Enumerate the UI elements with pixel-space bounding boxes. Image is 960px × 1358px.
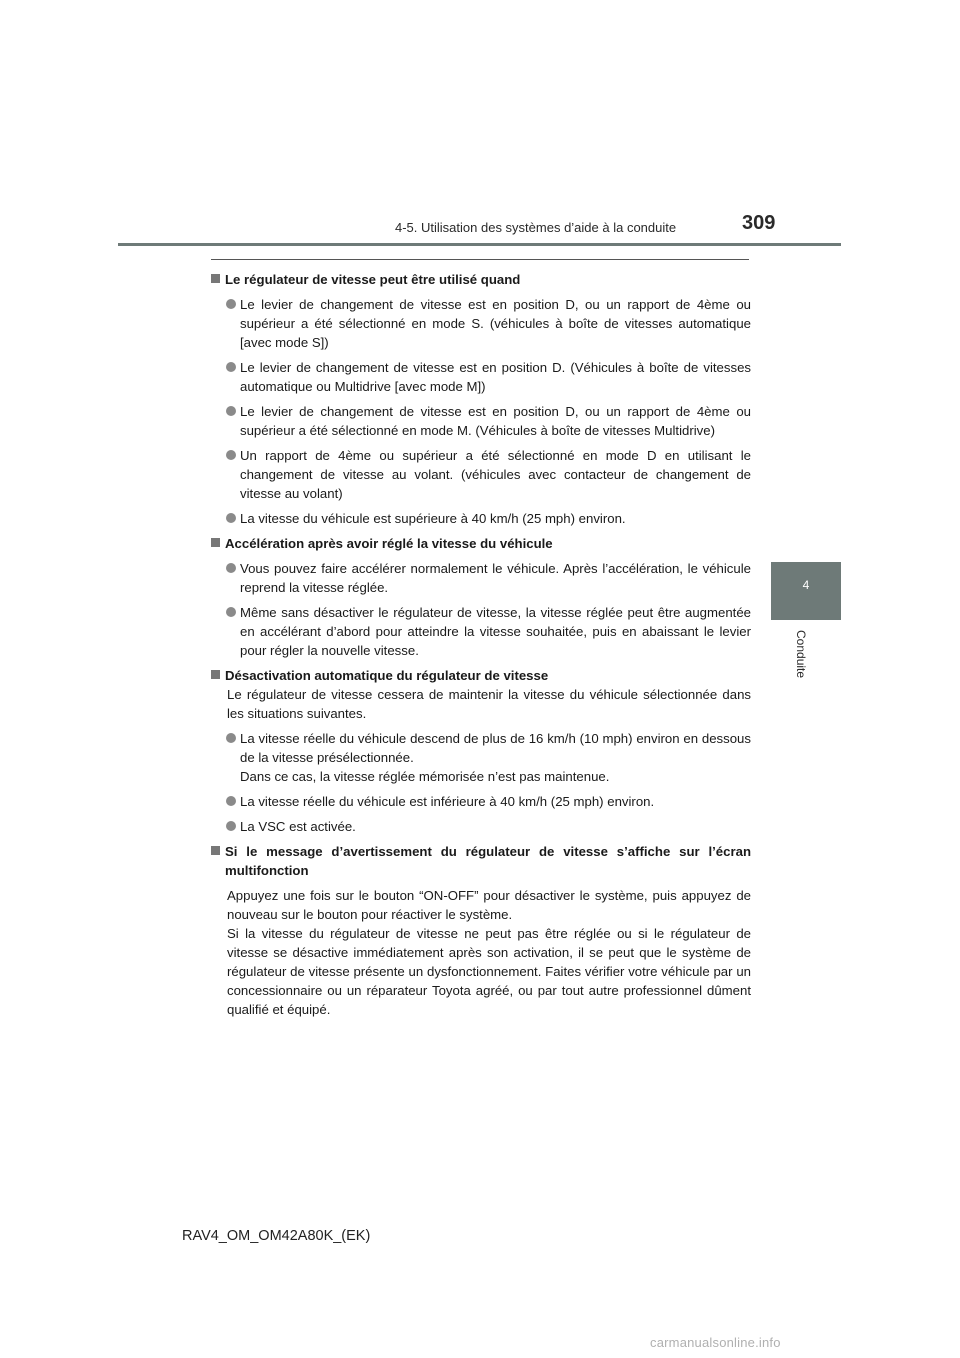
page-content	[211, 270, 751, 1025]
paragraph-text: Si la vitesse du régulateur de vitesse ne peut pas être réglée ou si le régulateur de vitesse se désactive immédiatement après son activation, il se peut que le système de régulateur de vitesse présente un dysfonctionnement. Faites vérifier votre véhicule par un concessionnaire ou un réparateur Toyota agréé, ou par tout autre professionnel dûment qualifié et équipé.	[227, 926, 751, 1017]
square-bullet-icon	[211, 846, 220, 855]
section-acceleration	[211, 534, 751, 660]
circle-bullet-icon	[226, 821, 236, 831]
list-item	[211, 509, 751, 528]
section-heading	[211, 666, 751, 685]
circle-bullet-icon	[226, 796, 236, 806]
section-warning-message	[211, 842, 751, 1019]
paragraph-text: Appuyez une fois sur le bouton “ON-OFF” pour désactiver le système, puis appuyez de nouveau sur le bouton pour réactiver le système.	[227, 888, 751, 922]
section-usage-conditions	[211, 270, 751, 528]
list-item	[211, 817, 751, 836]
list-item	[211, 559, 751, 597]
square-bullet-icon	[211, 538, 220, 547]
section-intro: Le régulateur de vitesse cessera de maintenir la vitesse du véhicule sélectionnée dans les situations suivantes.	[227, 687, 751, 721]
section-heading-text: Accélération après avoir réglé la vitesse du véhicule	[225, 536, 553, 551]
circle-bullet-icon	[226, 299, 236, 309]
section-heading-text: Le régulateur de vitesse peut être utilisé quand	[225, 272, 521, 287]
list-item-text: La vitesse réelle du véhicule descend de plus de 16 km/h (10 mph) environ en dessous de la vitesse présélectionnée.	[240, 731, 751, 765]
list-item-text: La vitesse réelle du véhicule est inférieure à 40 km/h (25 mph) environ.	[240, 794, 655, 809]
circle-bullet-icon	[226, 362, 236, 372]
list-item	[211, 402, 751, 440]
square-bullet-icon	[211, 274, 220, 283]
list-item	[211, 792, 751, 811]
footer-model-code: RAV4_OM_OM42A80K_(EK)	[182, 1228, 371, 1244]
square-bullet-icon	[211, 670, 220, 679]
section-auto-deactivation	[211, 666, 751, 836]
chapter-tab[interactable]	[771, 562, 841, 620]
list-item-text: Le levier de changement de vitesse est en position D, ou un rapport de 4ème ou supérieur a été sélectionné en mode M. (Véhicules à boîte de vitesses Multidrive)	[240, 404, 751, 438]
list-item-text: Un rapport de 4ème ou supérieur a été sélectionné en mode D en utilisant le changement de vitesse au volant. (véhicules avec contacteur de changement de vitesse au volant)	[240, 448, 751, 501]
list-item-note: Dans ce cas, la vitesse réglée mémorisée n’est pas maintenue.	[240, 769, 610, 784]
list-item-text: Même sans désactiver le régulateur de vitesse, la vitesse réglée peut être augmentée en accélérant d’abord pour atteindre la vitesse souhaitée, puis en abaissant le levier pour régler la nouvelle vitesse.	[240, 605, 751, 658]
section-heading-text: Si le message d’avertissement du régulateur de vitesse s’affiche sur l’écran multifonction	[225, 844, 751, 878]
circle-bullet-icon	[226, 406, 236, 416]
section-heading-text: Désactivation automatique du régulateur de vitesse	[225, 668, 549, 683]
circle-bullet-icon	[226, 513, 236, 523]
list-item-text: La vitesse du véhicule est supérieure à 40 km/h (25 mph) environ.	[240, 511, 626, 526]
list-item-text: Le levier de changement de vitesse est en position D, ou un rapport de 4ème ou supérieur a été sélectionné en mode S. (véhicules à boîte de vitesses automatique [avec mode S])	[240, 297, 751, 350]
list-item	[211, 446, 751, 503]
list-item-text: Le levier de changement de vitesse est en position D. (Véhicules à boîte de vitesses automatique ou Multidrive [avec mode M])	[240, 360, 751, 394]
chapter-number: 4	[802, 578, 810, 592]
list-item	[211, 295, 751, 352]
circle-bullet-icon	[226, 607, 236, 617]
list-item	[211, 729, 751, 786]
list-item-text: La VSC est activée.	[240, 819, 356, 834]
header-divider	[118, 243, 841, 246]
section-paragraph	[211, 886, 751, 1019]
section-heading	[211, 534, 751, 553]
watermark: carmanualsonline.info	[650, 1335, 781, 1350]
list-item	[211, 358, 751, 396]
circle-bullet-icon	[226, 733, 236, 743]
content-top-divider	[211, 259, 749, 260]
circle-bullet-icon	[226, 563, 236, 573]
section-heading	[211, 842, 751, 880]
section-heading	[211, 270, 751, 289]
chapter-label: Conduite	[794, 630, 808, 679]
list-item	[211, 603, 751, 660]
list-item-text: Vous pouvez faire accélérer normalement le véhicule. Après l’accélération, le véhicule reprend la vitesse réglée.	[240, 561, 751, 595]
page-number: 309	[742, 212, 776, 234]
section-breadcrumb: 4-5. Utilisation des systèmes d’aide à la conduite	[395, 220, 677, 235]
circle-bullet-icon	[226, 450, 236, 460]
